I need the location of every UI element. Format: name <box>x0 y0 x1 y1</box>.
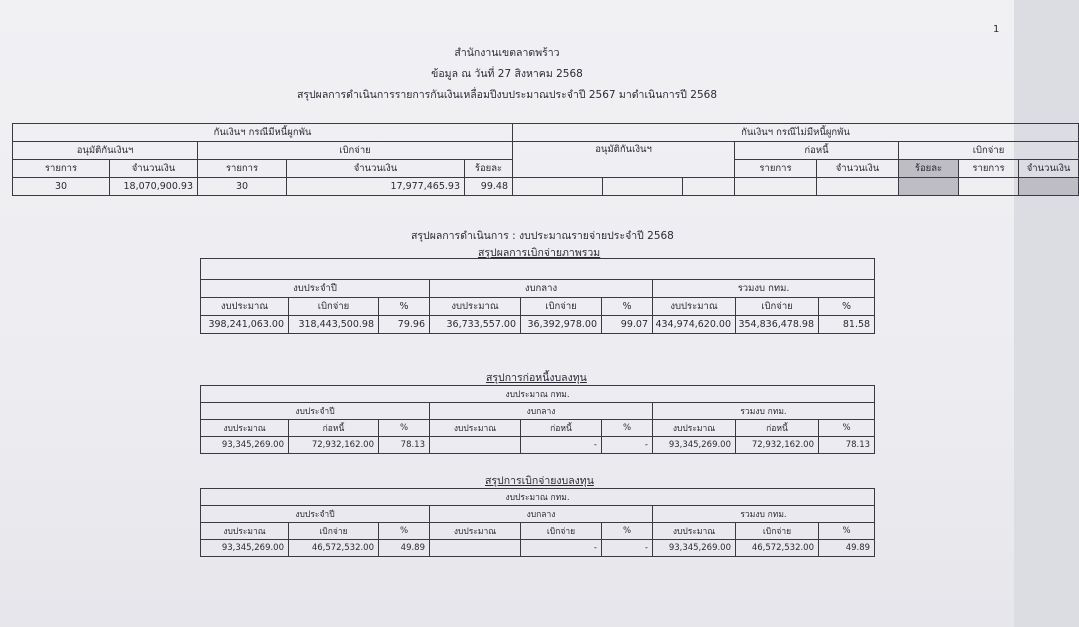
col-percent: ร้อยละ <box>465 160 513 178</box>
data-date: ข้อมูล ณ วันที่ 27 สิงหาคม 2568 <box>431 68 583 80</box>
obligated-header: ก่อหนี้ <box>735 142 899 160</box>
annual-budget-header: งบประจำปี <box>201 506 430 523</box>
section2-title: สรุปผลการดำเนินการ : งบประมาณรายจ่ายประจำปี 2568 <box>411 230 674 242</box>
central-disbursed-value: - <box>521 540 602 557</box>
central-percent-value: 99.07 <box>602 316 653 334</box>
group-with-obligation: กันเงินฯ กรณีมีหนี้ผูกพัน <box>13 124 513 142</box>
total-budget-header: รวมงบ กทม. <box>653 506 875 523</box>
col-budget: งบประมาณ <box>201 298 289 316</box>
col-percent: % <box>379 523 430 540</box>
col-obligated: ก่อหนี้ <box>521 420 602 437</box>
annual-disbursed-value: 46,572,532.00 <box>289 540 379 557</box>
approved-items-value: 30 <box>13 178 110 196</box>
col-items: รายการ <box>13 160 110 178</box>
central-percent-value: - <box>602 437 653 454</box>
central-disbursed-value: 36,392,978.00 <box>521 316 602 334</box>
investment-obligation-title: สรุปการก่อหนี้งบลงทุน <box>486 372 587 384</box>
col-budget: งบประมาณ <box>430 298 521 316</box>
investment-disbursement-title: สรุปการเบิกจ่ายงบลงทุน <box>485 475 594 487</box>
total-percent-value: 81.58 <box>819 316 875 334</box>
empty-cell <box>959 178 1019 196</box>
section2-subtitle: สรุปผลการเบิกจ่ายภาพรวม <box>478 247 601 259</box>
col-disbursed: เบิกจ่าย <box>289 523 379 540</box>
col-budget: งบประมาณ <box>430 420 521 437</box>
col-amount: จำนวนเงิน <box>817 160 899 178</box>
col-percent: % <box>819 298 875 316</box>
investment-disbursement-header: งบประมาณ กทม. <box>201 489 875 506</box>
investment-obligation-table <box>200 385 875 454</box>
col-disbursed: เบิกจ่าย <box>521 523 602 540</box>
central-budget-value <box>430 437 521 454</box>
disbursed-header: เบิกจ่าย <box>198 142 513 160</box>
col-items: รายการ <box>198 160 287 178</box>
col-percent: % <box>379 298 430 316</box>
col-percent: % <box>819 420 875 437</box>
col-amount: จำนวนเงิน <box>287 160 465 178</box>
group-without-obligation: กันเงินฯ กรณีไม่มีหนี้ผูกพัน <box>513 124 1079 142</box>
office-name: สำนักงานเขตลาดพร้าว <box>454 47 560 59</box>
approved-header: อนุมัติกันเงินฯ <box>13 142 198 160</box>
total-budget-value: 434,974,620.00 <box>653 316 736 334</box>
page-number: 1 <box>993 24 1000 35</box>
total-percent-value: 49.89 <box>819 540 875 557</box>
annual-percent-value: 49.89 <box>379 540 430 557</box>
annual-disbursed-value: 318,443,500.98 <box>289 316 379 334</box>
total-obligated-value: 72,932,162.00 <box>736 437 819 454</box>
annual-percent-value: 79.96 <box>379 316 430 334</box>
carryover-table <box>12 123 1079 196</box>
central-obligated-value: - <box>521 437 602 454</box>
total-budget-header: รวมงบ กทม. <box>653 403 875 420</box>
col-budget: งบประมาณ <box>653 298 736 316</box>
empty-cell <box>817 178 899 196</box>
central-budget-header: งบกลาง <box>430 280 653 298</box>
summary-title: สรุปผลการดำเนินการรายการกันเงินเหลื่อมปีงบประมาณประจำปี 2567 มาดำเนินการปี 2568 <box>296 89 718 101</box>
col-budget: งบประมาณ <box>201 523 289 540</box>
empty-cell <box>513 178 603 196</box>
annual-budget-header: งบประจำปี <box>201 280 430 298</box>
empty-cell <box>603 178 683 196</box>
total-budget-header: รวมงบ กทม. <box>653 280 875 298</box>
col-disbursed: เบิกจ่าย <box>521 298 602 316</box>
col-percent: % <box>602 298 653 316</box>
col-percent: % <box>819 523 875 540</box>
blank-header-row <box>201 259 875 280</box>
central-budget-value <box>430 540 521 557</box>
disbursed-amount-value: 17,977,465.93 <box>287 178 465 196</box>
col-obligated: ก่อหนี้ <box>736 420 819 437</box>
central-budget-header: งบกลาง <box>430 506 653 523</box>
annual-percent-value: 78.13 <box>379 437 430 454</box>
col-items: รายการ <box>959 160 1019 178</box>
col-obligated: ก่อหนี้ <box>289 420 379 437</box>
overall-disbursement-table <box>200 258 875 334</box>
central-percent-value: - <box>602 540 653 557</box>
col-percent: ร้อยละ <box>899 160 959 178</box>
annual-budget-value: 93,345,269.00 <box>201 540 289 557</box>
investment-disbursement-table <box>200 488 875 557</box>
disbursed-header-2: เบิกจ่าย <box>899 142 1079 160</box>
annual-budget-value: 93,345,269.00 <box>201 437 289 454</box>
empty-cell <box>735 178 817 196</box>
total-disbursed-value: 354,836,478.98 <box>736 316 819 334</box>
col-budget: งบประมาณ <box>201 420 289 437</box>
central-budget-value: 36,733,557.00 <box>430 316 521 334</box>
disbursed-items-value: 30 <box>198 178 287 196</box>
disbursed-percent-value: 99.48 <box>465 178 513 196</box>
col-items: รายการ <box>735 160 817 178</box>
col-budget: งบประมาณ <box>653 420 736 437</box>
annual-budget-value: 398,241,063.00 <box>201 316 289 334</box>
col-budget: งบประมาณ <box>430 523 521 540</box>
total-budget-value: 93,345,269.00 <box>653 540 736 557</box>
col-percent: % <box>602 420 653 437</box>
approved-amount-value: 18,070,900.93 <box>110 178 198 196</box>
col-disbursed: เบิกจ่าย <box>736 523 819 540</box>
col-disbursed: เบิกจ่าย <box>289 298 379 316</box>
col-percent: % <box>379 420 430 437</box>
total-disbursed-value: 46,572,532.00 <box>736 540 819 557</box>
approved-header-2: อนุมัติกันเงินฯ <box>513 142 735 178</box>
empty-cell <box>683 178 735 196</box>
col-disbursed: เบิกจ่าย <box>736 298 819 316</box>
col-budget: งบประมาณ <box>653 523 736 540</box>
col-percent: % <box>602 523 653 540</box>
investment-obligation-header: งบประมาณ กทม. <box>201 386 875 403</box>
total-percent-value: 78.13 <box>819 437 875 454</box>
col-amount: จำนวนเงิน <box>110 160 198 178</box>
central-budget-header: งบกลาง <box>430 403 653 420</box>
annual-budget-header: งบประจำปี <box>201 403 430 420</box>
empty-cell <box>1019 178 1079 196</box>
empty-cell <box>899 178 959 196</box>
total-budget-value: 93,345,269.00 <box>653 437 736 454</box>
col-amount: จำนวนเงิน <box>1019 160 1079 178</box>
annual-obligated-value: 72,932,162.00 <box>289 437 379 454</box>
